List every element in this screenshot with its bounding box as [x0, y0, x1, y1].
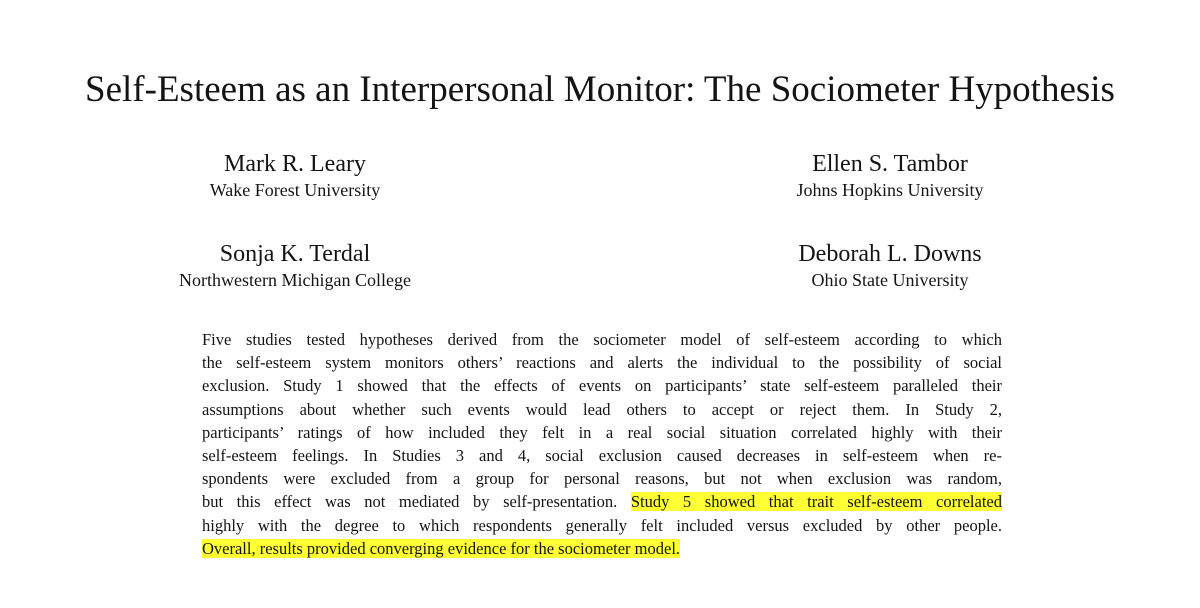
author-affiliation: Northwestern Michigan College [179, 270, 411, 290]
author-block-1 [150, 150, 440, 202]
abstract-text: but this effect was not mediated by self-presentation. [202, 492, 618, 512]
abstract-line: participants’ ratings of how included they felt in a real social situation correlated highly with their [202, 422, 1002, 442]
author-name: Sonja K. Terdal [219, 241, 371, 267]
abstract-line: exclusion. Study 1 showed that the effects of events on participants’ state self-esteem paralleled their [202, 376, 1002, 396]
abstract-line: assumptions about whether such events would lead others to accept or reject them. In Study 2, [202, 399, 1002, 419]
author-name: Deborah L. Downs [798, 241, 982, 267]
abstract-line: the self-esteem system monitors others’ reactions and alerts the individual to the possibility of social [202, 353, 1002, 373]
abstract-line-mixed [202, 490, 1002, 513]
author-block-4 [745, 240, 1035, 292]
author-affiliation: Wake Forest University [209, 180, 381, 200]
highlighted-text: Overall, results provided converging evidence for the sociometer model. [202, 538, 681, 558]
author-affiliation: Johns Hopkins University [796, 180, 984, 200]
abstract-line [202, 537, 1002, 560]
paper-title: Self-Esteem as an Interpersonal Monitor: The Sociometer Hypothesis [85, 69, 1115, 110]
author-block-2 [745, 150, 1035, 202]
abstract-line: Five studies tested hypotheses derived from the sociometer model of self-esteem according to which [202, 330, 1002, 349]
abstract-line: highly with the degree to which respondents generally felt included versus excluded by other people. [202, 515, 1002, 535]
author-block-3 [150, 240, 440, 292]
abstract [202, 328, 1002, 560]
abstract-line: spondents were excluded from a group for personal reasons, but not when exclusion was random, [202, 469, 1002, 489]
author-affiliation: Ohio State University [811, 270, 969, 290]
highlighted-text: Study 5 showed that trait self-esteem correlated [630, 492, 1002, 512]
author-name: Mark R. Leary [224, 151, 366, 177]
abstract-line: self-esteem feelings. In Studies 3 and 4, social exclusion caused decreases in self-esteem when re- [202, 445, 1002, 465]
author-name: Ellen S. Tambor [812, 151, 968, 177]
